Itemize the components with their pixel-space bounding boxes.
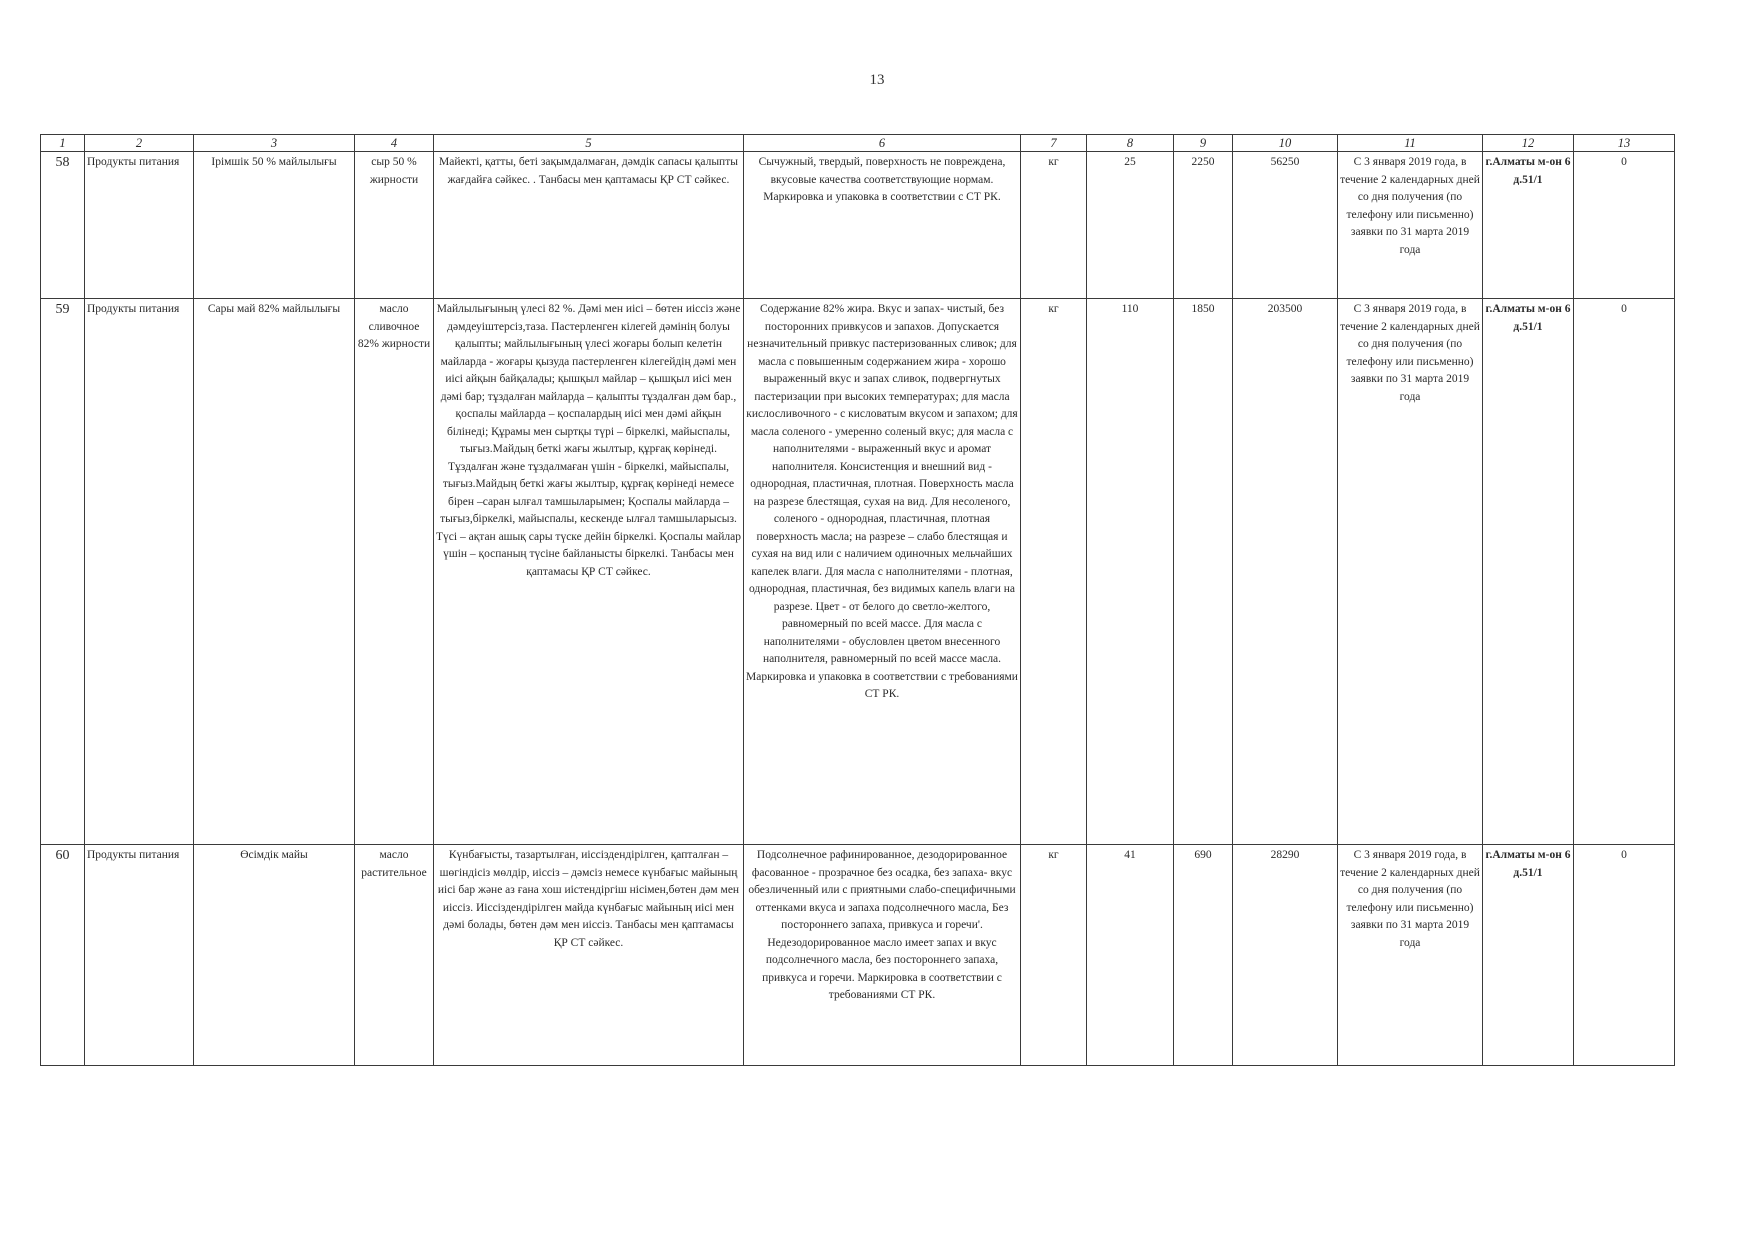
advance-cell: 0 <box>1574 152 1675 299</box>
name-ru-cell: масло растительное <box>355 845 434 1066</box>
name-ru-cell: сыр 50 % жирности <box>355 152 434 299</box>
sum-cell: 203500 <box>1233 299 1338 845</box>
name-kz-cell: Сары май 82% майлылығы <box>194 299 355 845</box>
header-cell: 2 <box>85 135 194 152</box>
table-row <box>41 152 1675 299</box>
header-cell: 6 <box>744 135 1021 152</box>
goods-table <box>40 134 1675 1066</box>
sum-cell: 28290 <box>1233 845 1338 1066</box>
description-kz-cell: Майекті, қатты, беті зақымдалмаған, дәмдік сапасы қалыпты жағдайға сәйкес. . Танбасы мен қаптамасы ҚР СТ сәйкес. <box>434 152 744 299</box>
header-cell: 7 <box>1021 135 1087 152</box>
description-ru-cell: Подсолнечное рафинированное, дезодорированное фасованное - прозрачное без осадка, без запаха- вкус обезличенный или с приятными слабо-специфичными оттенками вкуса и запаха подсолнечного масла, Без постороннего запаха, привкуса и горечи'. Недезодорированное масло имеет запах и вкус подсолнечного масла, без постороннего запаха, привкуса и горечи. Маркировка в соответствии с требованиями СТ РК. <box>744 845 1021 1066</box>
delivery-time-cell: С 3 января 2019 года, в течение 2 календарных дней со дня получения (по телефону или письменно) заявки по 31 марта 2019 года <box>1338 152 1483 299</box>
table-row <box>41 845 1675 1066</box>
category-cell: Продукты питания <box>85 152 194 299</box>
name-kz-cell: Өсімдік майы <box>194 845 355 1066</box>
delivery-time-cell: С 3 января 2019 года, в течение 2 календарных дней со дня получения (по телефону или письменно) заявки по 31 марта 2019 года <box>1338 845 1483 1066</box>
advance-cell: 0 <box>1574 845 1675 1066</box>
description-ru-cell: Сычужный, твердый, поверхность не повреждена, вкусовые качества соответствующие нормам. Маркировка и упаковка в соответствии с СТ РК. <box>744 152 1021 299</box>
advance-cell: 0 <box>1574 299 1675 845</box>
header-cell: 11 <box>1338 135 1483 152</box>
delivery-place-cell: г.Алматы м-он 6 д.51/1 <box>1483 845 1574 1066</box>
description-kz-cell: Майлылығының үлесі 82 %. Дәмі мен иісі – бөтен иіссіз және дәмдеуіштерсіз,таза. Пастерленген кілегей дәмінің болуы қалыпты; майлылығының үлесі жоғары болып келетін майларда - жоғары қызуда пастерленген кілегейдің дәмі мен иісі айқын байқалады; қышқыл майлар – қышқыл иісі мен дәмі бар; тұздалған майларда – қалыпты тұздалған дәм бар., қоспалы майларда – қоспалардың иісі мен дәмі айқын білінеді; Құрамы мен сыртқы түрі – біркелкі, майыспалы, тығыз.Майдың беткі жағы жылтыр, құрғақ көрінеді. Тұздалған және тұздалмаған үшін - біркелкі, майыспалы, тығыз.Майдың беткі жағы жылтыр, құрғақ көрінеді немесе бірен –саран ылғал тамшыларымен; Қоспалы майларда – тығыз,біркелкі, майыспалы, кескенде ылғал тамшыларысыз. Түсі – ақтан ашық сары түске дейін біркелкі. Қоспалы майлар үшін – қоспаның түсіне байланысты біркелкі. Танбасы мен қаптамасы ҚР СТ сәйкес. <box>434 299 744 845</box>
header-cell: 10 <box>1233 135 1338 152</box>
header-cell: 4 <box>355 135 434 152</box>
description-ru-cell: Содержание 82% жира. Вкус и запах- чистый, без посторонних привкусов и запахов. Допускается незначительный привкус пастеризованных сливок; для масла с повышенным содержанием жира - хорошо выраженный вкус и запах сливок, подвергнутых пастеризации при высоких температурах; для масла кислосливочного - с кисловатым вкусом и запахом; для масла соленого - умеренно соленый вкус; для масла с наполнителями - выраженный вкус и аромат наполнителя. Консистенция и внешний вид - однородная, пластичная, плотная. Поверхность масла на разрезе блестящая, сухая на вид. Для несоленого, соленого - однородная, пластичная, плотная поверхность масла; на разрезе – слабо блестящая и сухая на вид или с наличием одиночных мельчайших капелек влаги. Для масла с наполнителями - плотная, однородная, пластичная, без видимых капель влаги на разрезе. Цвет - от белого до светло-желтого, равномерный по всей массе. Для масла с наполнителями - обусловлен цветом внесенного наполнителя, равномерный по всей массе масла. Маркировка и упаковка в соответствии с требованиями СТ РК. <box>744 299 1021 845</box>
header-cell: 3 <box>194 135 355 152</box>
header-cell: 9 <box>1174 135 1233 152</box>
delivery-place-cell: г.Алматы м-он 6 д.51/1 <box>1483 152 1574 299</box>
name-kz-cell: Ірімшік 50 % майлылығы <box>194 152 355 299</box>
row-number: 60 <box>41 845 85 1066</box>
delivery-time-cell: С 3 января 2019 года, в течение 2 календарных дней со дня получения (по телефону или письменно) заявки по 31 марта 2019 года <box>1338 299 1483 845</box>
header-cell: 12 <box>1483 135 1574 152</box>
price-cell: 1850 <box>1174 299 1233 845</box>
header-cell: 8 <box>1087 135 1174 152</box>
sum-cell: 56250 <box>1233 152 1338 299</box>
description-kz-cell: Күнбағысты, тазартылған, иіссіздендірілген, қапталған – шөгіндісіз мөлдір, иіссіз – дәмсіз немесе күнбағыс майының иісі бар және аз ғана хош иістендіргіш нісімен,бөтен дәм мен иіссіз. Иіссіздендірілген майда күнбағыс майының иісі мен дәмі болады, бөтен дәм мен иіссіз. Танбасы мен қаптамасы ҚР СТ сәйкес. <box>434 845 744 1066</box>
quantity-cell: 41 <box>1087 845 1174 1066</box>
header-cell: 5 <box>434 135 744 152</box>
category-cell: Продукты питания <box>85 845 194 1066</box>
header-cell: 1 <box>41 135 85 152</box>
unit-cell: кг <box>1021 299 1087 845</box>
row-number: 58 <box>41 152 85 299</box>
quantity-cell: 25 <box>1087 152 1174 299</box>
name-ru-cell: масло сливочное 82% жирности <box>355 299 434 845</box>
table-row <box>41 299 1675 845</box>
page-number: 13 <box>869 72 885 88</box>
unit-cell: кг <box>1021 152 1087 299</box>
row-number: 59 <box>41 299 85 845</box>
delivery-place-cell: г.Алматы м-он 6 д.51/1 <box>1483 299 1574 845</box>
price-cell: 2250 <box>1174 152 1233 299</box>
price-cell: 690 <box>1174 845 1233 1066</box>
category-cell: Продукты питания <box>85 299 194 845</box>
unit-cell: кг <box>1021 845 1087 1066</box>
header-cell: 13 <box>1574 135 1675 152</box>
quantity-cell: 110 <box>1087 299 1174 845</box>
header-row <box>41 135 1675 152</box>
